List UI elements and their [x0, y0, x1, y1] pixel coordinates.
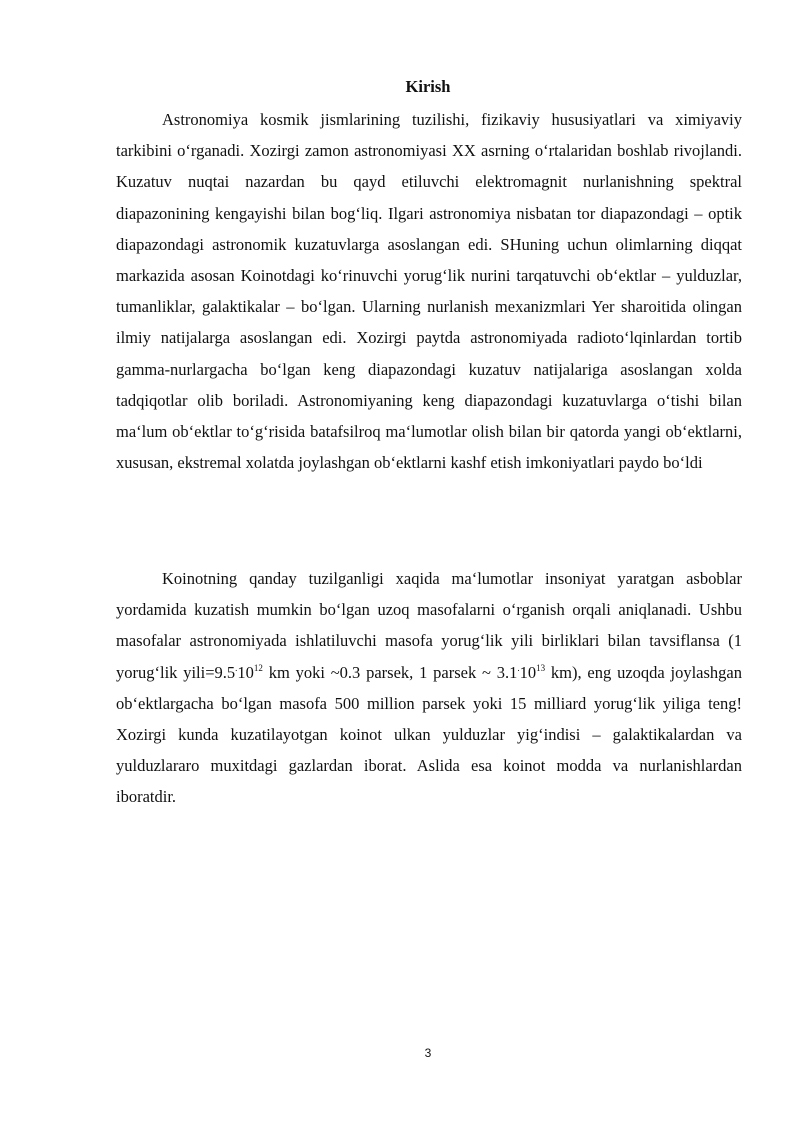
paragraph-intro: Astronomiya kosmik jismlarining tuzilishi, fizikaviy hususiyatlari va ximiyaviy tarkibini o‘rganadi. Xozirgi zamon astronomiyasi XX asrning o‘rtalaridan boshlab rivojlandi. Kuzatuv nuqtai nazardan bu qayd etiluvchi elektromagnit nurlanishning spektral diapazonining kengayishi bilan bog‘liq. Ilgari astronomiya nisbatan tor diapazondagi – optik diapazondagi astronomik kuzatuvlarga asoslangan edi. SHuning uchun olimlarning diqqat markazida asosan Koinotdagi ko‘rinuvchi yorug‘lik nurini tarqatuvchi ob‘ektlar – yulduzlar, tumanliklar, galaktikalar – bo‘lgan. Ularning nurlanish mexanizmlari Yer sharoitida olingan ilmiy natijalarga asoslangan edi. Xozirgi paytda astronomiyada radioto‘lqinlardan tortib gamma-nurlargacha bo‘lgan keng diapazondagi kuzatuv natijalariga asoslangan xolda tadqiqotlar olib boriladi. Astronomiyaning keng diapazondagi kuzatuvlarga o‘tishi bilan ma‘lum ob‘ektlar to‘g‘risida batafsilroq ma‘lumotlar olish bilan bir qatorda yangi ob‘ektlarni, xususan, ekstremal xolatda joylashgan ob‘ektlarni kashf etish imkoniyatlari paydo bo‘ldi — [116, 110, 742, 473]
paragraph-text: km), eng uzoqda joylashgan ob‘ektlargacha bo‘lgan masofa 500 million parsek yoki 15 milliard yorug‘lik yiliga teng! Xozirgi kunda kuzatilayotgan koinot ulkan yulduzlar yig‘indisi – galaktikalardan va yulduzlararo muxitdagi gazlardan iborat. Aslida esa koinot modda va nurlanishlardan iboratdir. — [116, 662, 743, 807]
paragraph-distances — [116, 563, 742, 813]
exponent: 12 — [253, 662, 263, 673]
page-title: Kirish — [405, 77, 451, 96]
paragraph-text: 10 — [519, 662, 537, 682]
paragraph-text: km yoki ~0.3 parsek, 1 parsek ~ 3.1 — [262, 662, 518, 682]
multiplication-dot: . — [517, 662, 520, 673]
paragraph-text: Koinotning qanday tuzilganligi xaqida ma‘lumotlar insoniyat yaratgan asboblar yordamida kuzatish mumkin bo‘lgan uzoq masofalarni o‘rganish orqali aniqlanadi. Ushbu masofalar astronomiyada ishlatiluvchi masofa yorug‘lik yili birliklari bilan tavsiflansa (1 yorug‘lik yili=9.5 — [116, 569, 742, 682]
page-number: 3 — [424, 1046, 432, 1060]
multiplication-dot: . — [235, 662, 238, 673]
exponent: 13 — [536, 662, 546, 673]
paragraph-text: 10 — [237, 662, 254, 682]
